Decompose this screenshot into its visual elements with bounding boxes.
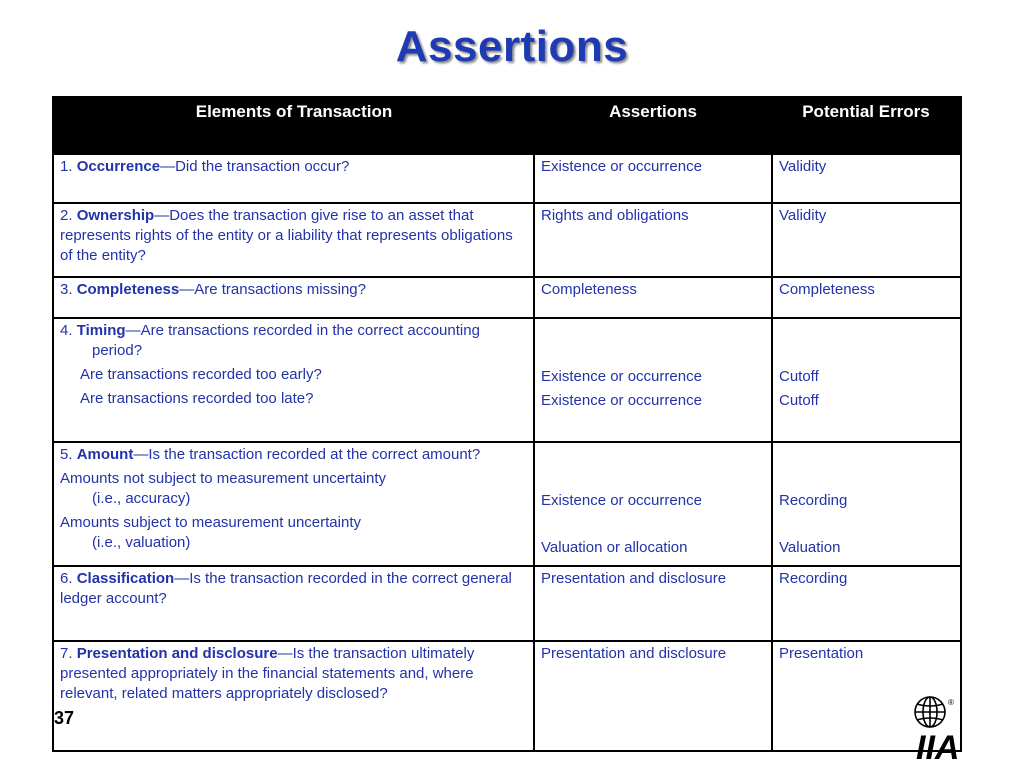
element-cell: 3. Completeness—Are transactions missing? — [53, 277, 534, 318]
error-cell: Recording — [772, 566, 961, 641]
error-cell: Validity — [772, 154, 961, 203]
logo-text: IIA — [916, 729, 960, 761]
assertion-cell: Existence or occurrence Existence or occurrence — [534, 318, 772, 442]
iia-logo — [910, 693, 990, 761]
element-cell: 1. Occurrence—Did the transaction occur? — [53, 154, 534, 203]
assertion-cell: Completeness — [534, 277, 772, 318]
page-number: 37 — [54, 708, 75, 728]
element-cell: 4. Timing—Are transactions recorded in the correct accounting period? Are transactions recorded too early? Are transactions recorded too late? — [53, 318, 534, 442]
header-assertions: Assertions — [534, 97, 772, 154]
table-row — [53, 318, 961, 442]
table-row — [53, 203, 961, 277]
assertions-table — [52, 96, 962, 752]
error-cell: Cutoff Cutoff — [772, 318, 961, 442]
assertion-cell: Presentation and disclosure — [534, 566, 772, 641]
header-elements: Elements of Transaction — [53, 97, 534, 154]
assertion-cell: Existence or occurrence — [534, 154, 772, 203]
error-cell: Validity — [772, 203, 961, 277]
globe-icon — [915, 697, 945, 727]
table-row — [53, 277, 961, 318]
table-row — [53, 154, 961, 203]
error-cell: Presentation — [772, 641, 961, 751]
error-cell: Recording Valuation — [772, 442, 961, 566]
error-cell: Completeness — [772, 277, 961, 318]
table-row — [53, 641, 961, 751]
element-cell: 6. Classification—Is the transaction recorded in the correct general ledger account? — [53, 566, 534, 641]
header-potential-errors: Potential Errors — [772, 97, 961, 154]
trademark-mark: ® — [948, 698, 954, 707]
assertion-cell: Presentation and disclosure — [534, 641, 772, 751]
element-cell: 5. Amount—Is the transaction recorded at the correct amount? Amounts not subject to measurement uncertainty (i.e., accuracy) Amounts subject to measurement uncertainty (i.e., valuation) — [53, 442, 534, 566]
element-cell: 7. Presentation and disclosure—Is the transaction ultimately presented appropriately in the financial statements and, where relevant, related matters appropriately disclosed? — [53, 641, 534, 751]
table-row — [53, 442, 961, 566]
assertion-cell: Existence or occurrence Valuation or allocation — [534, 442, 772, 566]
table-row — [53, 566, 961, 641]
slide-title: Assertions — [395, 22, 629, 71]
element-cell: 2. Ownership—Does the transaction give rise to an asset that represents rights of the entity or a liability that represents obligations of the entity? — [53, 203, 534, 277]
table-header-row — [53, 97, 961, 154]
assertion-cell: Rights and obligations — [534, 203, 772, 277]
